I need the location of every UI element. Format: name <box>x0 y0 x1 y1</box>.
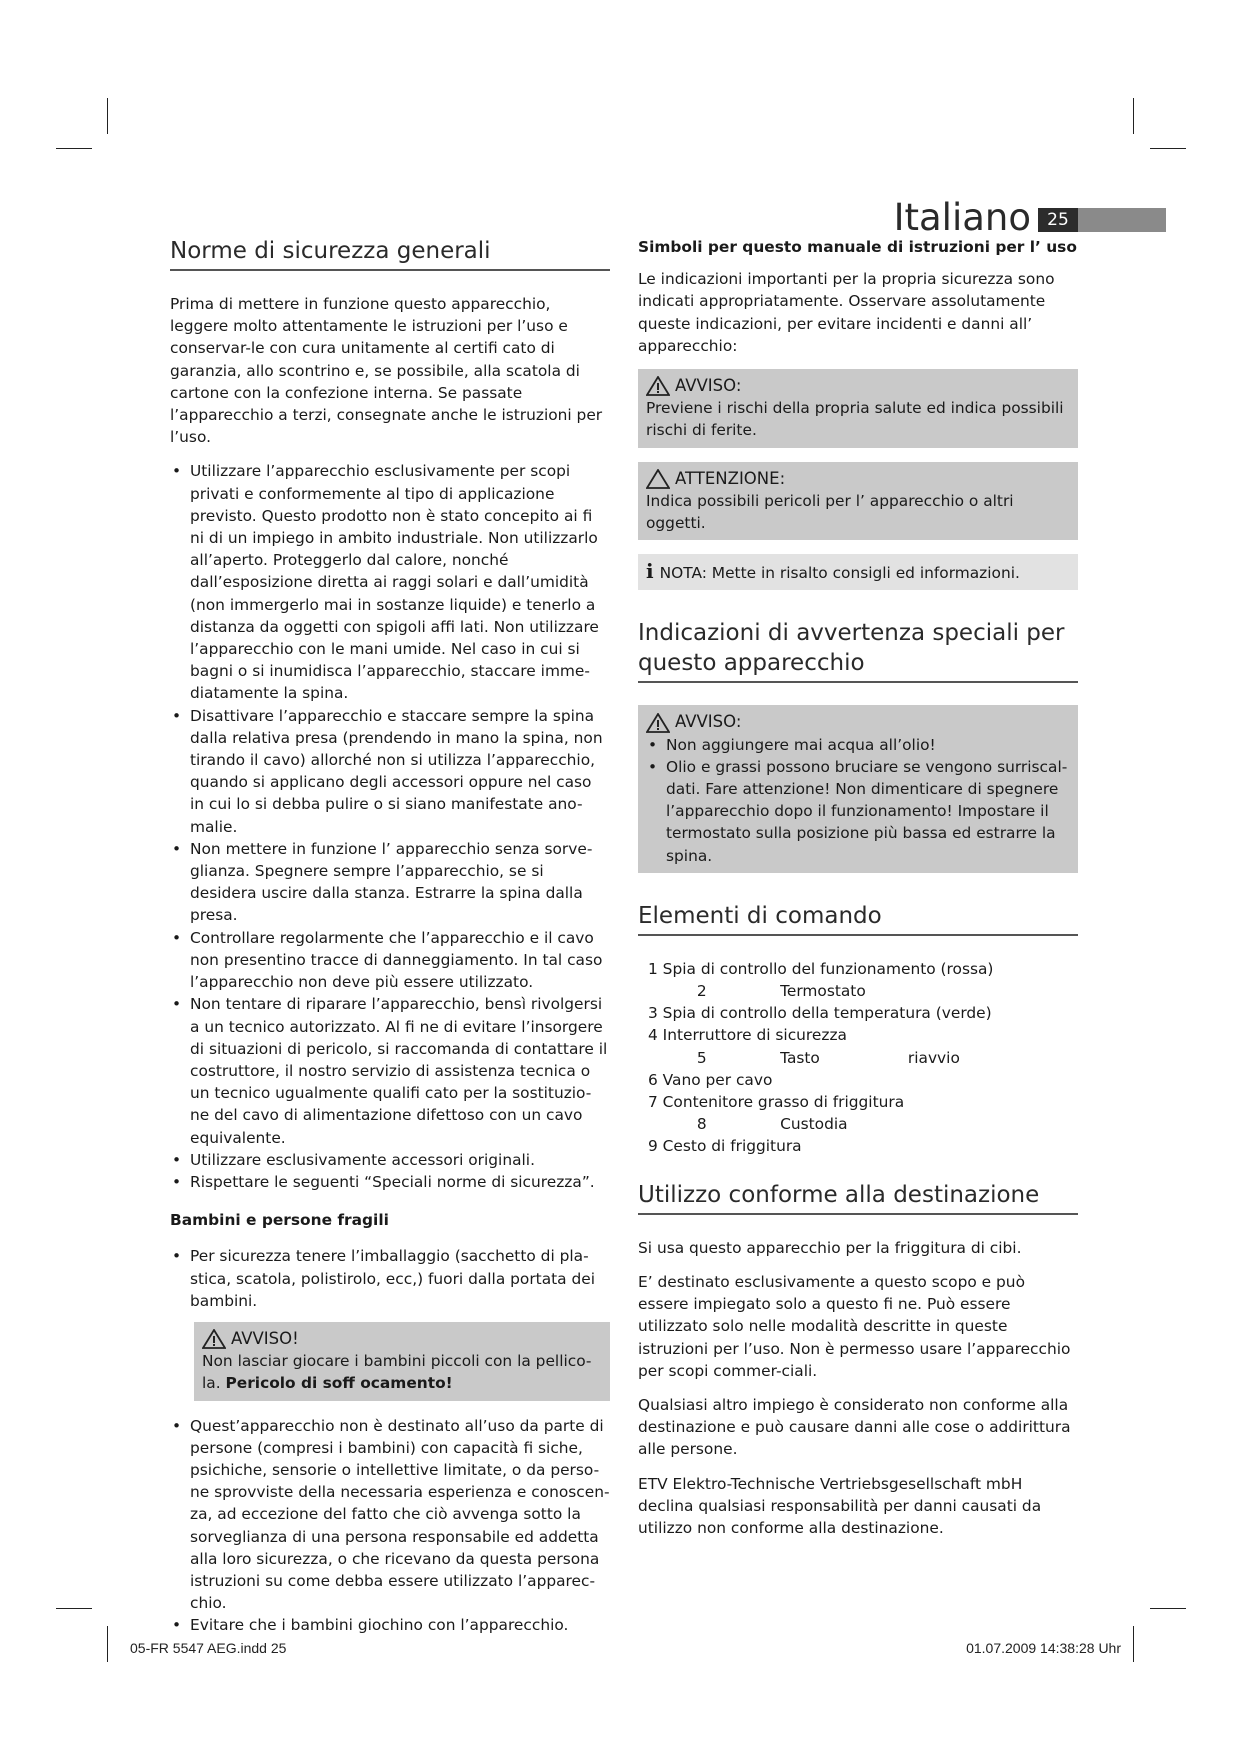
crop-mark <box>56 1608 92 1609</box>
safety-bullet-list <box>170 460 610 1193</box>
warning-triangle-icon <box>202 1329 226 1349</box>
children-subheading: Bambini e persone fragili <box>170 1211 389 1230</box>
children-bullet-list <box>170 1245 610 1312</box>
list-item: • Non tentare di riparare l’apparecchio, bensì rivolgersi a un tecnico autorizzato. Al fi ne di evitare l’insorgere di situazioni di pericolo, si raccomanda di contattare il costruttore, il nostro servizio di assistenza tecnica o un tecnico ugualmente qualifi cato per la sostituzio-ne del cavo di alimentazione difettoso con un cavo equivalente. <box>170 993 610 1148</box>
special-warning-list <box>646 734 1070 867</box>
list-item: 4 Interruttore di sicurezza <box>648 1026 847 1045</box>
crop-mark <box>107 1626 108 1662</box>
list-item: 7 Contenitore grasso di friggitura <box>648 1093 905 1112</box>
list-item: • Rispettare le seguenti “Speciali norme di sicurezza”. <box>170 1171 610 1193</box>
warning-title: AVVISO! <box>231 1328 299 1348</box>
list-item: 5 Tasto riavvio <box>648 1048 960 1067</box>
section-title-controls: Elementi di comando <box>638 901 1078 936</box>
language-title: Italiano <box>893 196 1031 239</box>
list-item: • Disattivare l’apparecchio e staccare sempre la spina dalla relativa presa (prendendo in mano la spina, non tirando il cavo) allorché non si utilizza l’apparecchio, quando si applicano degli accessori oppure nel caso in cui lo si debba pulire o si siano manifestate ano-malie. <box>170 705 610 838</box>
crop-mark <box>56 148 92 149</box>
attenzione-title: ATTENZIONE: <box>675 468 786 488</box>
section-title-special: Indicazioni di avvertenza speciali per questo apparecchio <box>638 618 1078 683</box>
list-item: • Quest’apparecchio non è destinato all’uso da parte di persone (compresi i bambini) con capacità fi siche, psichiche, sensorie o intellettive limitate, o da perso-ne sprovviste della necessaria esperienza e conoscen-za, ad eccezione del fatto che ciò avvenga sotto la sorveglianza di una persona responsabile ed addetta alla loro sicurezza, o che ricevano da questa persona istruzioni su come debba essere utilizzato l’apparec-chio. <box>170 1415 610 1615</box>
warning-triangle-icon <box>646 376 670 396</box>
warning-bold: Pericolo di soff ocamento! <box>225 1374 453 1393</box>
section-title-safety: Norme di sicurezza generali <box>170 236 610 271</box>
footer-file: 05-FR 5547 AEG.indd 25 <box>130 1640 287 1656</box>
nota-text: Mette in risalto consigli ed informazioni. <box>711 564 1020 583</box>
usage-paragraph: Qualsiasi altro impiego è considerato non conforme alla destinazione e può causare danni alle cose o addirittura alle persone. <box>638 1395 1071 1459</box>
list-item: • Utilizzare l’apparecchio esclusivamente per scopi privati e conformemente al tipo di applicazione previsto. Questo prodotto non è stato concepito ai fi ni di un impiego in ambito industriale. Non utilizzarlo all’aperto. Proteggerlo dal calore, nonché dall’esposizione diretta ai raggi solari e dall’umidità (non immergerlo mai in sostanze liquide) e tenerlo a distanza da oggetti con spigoli affi lati. Non utilizzare l’apparecchio con le mani umide. Nel caso in cui si bagni o si inumidisca l’apparecchio, staccare imme-diatamente la spina. <box>170 460 610 704</box>
usage-paragraph: E’ destinato esclusivamente a questo scopo e può essere impiegato solo a questo fi ne. Può essere utilizzato solo nelle modalità descritte in queste istruzioni per l’uso. Non è permesso usare l’apparecchio per scopi commer-ciali. <box>638 1272 1071 1380</box>
warning-text: Non lasciar giocare i bambini piccoli con la pellico-la. <box>202 1352 592 1393</box>
crop-mark <box>1133 1626 1134 1662</box>
avviso-text: Previene i rischi della propria salute ed indica possibili rischi di ferite. <box>646 399 1064 440</box>
warning-triangle-icon <box>646 713 670 733</box>
list-item: • Utilizzare esclusivamente accessori originali. <box>170 1149 610 1171</box>
list-item: 9 Cesto di friggitura <box>648 1137 802 1156</box>
right-column <box>638 236 1078 1551</box>
symbols-heading: Simboli per questo manuale di istruzioni per l’ uso <box>638 238 1077 256</box>
list-item: 2 Termostato <box>648 982 866 1001</box>
footer-timestamp: 01.07.2009 14:38:28 Uhr <box>966 1640 1121 1656</box>
left-column <box>170 236 610 1647</box>
list-item: 3 Spia di controllo della temperatura (verde) <box>648 1004 992 1023</box>
symbols-intro: Le indicazioni importanti per la propria sicurezza sono indicati appropriatamente. Osservare assolutamente queste indicazioni, per evitare incidenti e danni all’ apparecchio: <box>638 270 1055 355</box>
header-bar <box>1078 208 1166 232</box>
list-item: • Per sicurezza tenere l’imballaggio (sacchetto di pla-stica, scatola, polistirolo, ecc,) fuori dalla portata dei bambini. <box>170 1245 610 1312</box>
crop-mark <box>107 98 108 134</box>
avviso-box <box>638 369 1078 448</box>
list-item: • Controllare regolarmente che l’apparecchio e il cavo non presentino tracce di danneggiamento. In tal caso l’apparecchio non deve più essere utilizzato. <box>170 927 610 994</box>
nota-title: NOTA: <box>659 564 707 583</box>
list-item: 1 Spia di controllo del funzionamento (rossa) <box>648 959 994 978</box>
list-item: • Evitare che i bambini giochino con l’apparecchio. <box>170 1614 610 1636</box>
crop-mark <box>1150 1608 1186 1609</box>
list-item: • Olio e grassi possono bruciare se vengono surriscal-dati. Fare attenzione! Non dimenticare di spegnere l’apparecchio dopo il funzionamento! Impostare il termostato sulla posizione più bassa ed estrarre la spina. <box>646 756 1070 867</box>
nota-box <box>638 554 1078 590</box>
intro-paragraph: Prima di mettere in funzione questo apparecchio, leggere molto attentamente le istruzioni per l’uso e conservar-le con cura unitamente al certifi cato di garanzia, allo scontrino e, se possibile, alla scatola di cartone con la confezione interna. Se passate l’apparecchio a terzi, consegnate anche le istruzioni per l’uso. <box>170 295 603 447</box>
attenzione-text: Indica possibili pericoli per l’ apparecchio o altri oggetti. <box>646 491 1014 533</box>
special-warning-title: AVVISO: <box>675 712 742 732</box>
special-warning-box <box>638 705 1078 872</box>
usage-paragraph: ETV Elektro-Technische Vertriebsgesellschaft mbH declina qualsiasi responsabilità per danni causati da utilizzo non conforme alla destinazione. <box>638 1474 1042 1537</box>
children-bullet-list-2 <box>170 1415 610 1637</box>
avviso-title: AVVISO: <box>675 376 742 396</box>
list-item: 6 Vano per cavo <box>648 1070 773 1089</box>
section-title-usage: Utilizzo conforme alla destinazione <box>638 1180 1078 1215</box>
controls-list <box>648 958 1078 1158</box>
warning-box <box>194 1322 610 1401</box>
list-item: • Non aggiungere mai acqua all’olio! <box>646 734 1070 756</box>
crop-mark <box>1150 148 1186 149</box>
info-icon: i <box>646 559 654 584</box>
attenzione-box <box>638 462 1078 541</box>
list-item: 8 Custodia <box>648 1115 848 1134</box>
page-number-badge: 25 <box>1038 208 1078 232</box>
crop-mark <box>1133 98 1134 134</box>
caution-triangle-icon <box>646 469 670 489</box>
list-item: • Non mettere in funzione l’ apparecchio senza sorve-glianza. Spegnere sempre l’apparecchio, se si desidera uscire dalla stanza. Estrarre la spina dalla presa. <box>170 838 610 927</box>
usage-paragraph: Si usa questo apparecchio per la friggitura di cibi. <box>638 1238 1022 1257</box>
